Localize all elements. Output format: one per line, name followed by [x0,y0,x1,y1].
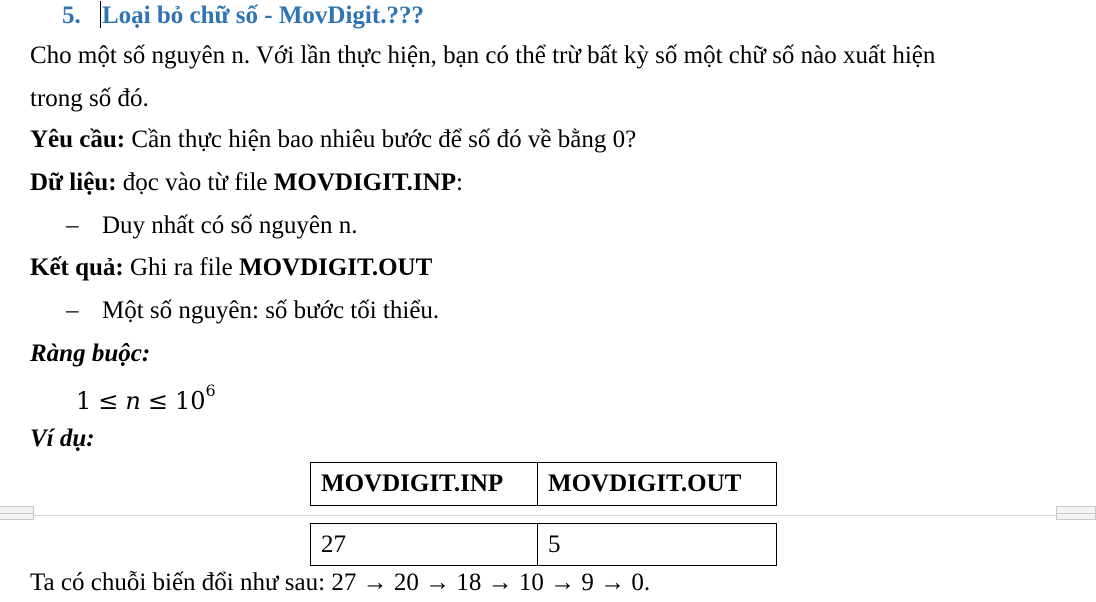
text-cursor [100,1,101,28]
page-break-marker-right [1056,506,1096,520]
constraint-lower: 1 [76,387,92,415]
input-bullet-text: Duy nhất có số nguyên n. [102,212,358,239]
requirement-paragraph [30,125,636,155]
output-bullet [66,296,439,326]
example-label: Ví dụ: [30,425,95,452]
header-output-file: MOVDIGIT.OUT [538,463,777,506]
section-title: Loại bỏ chữ số - MovDigit.??? [102,2,424,29]
input-text: đọc vào từ file [116,169,274,196]
constraints-label: Ràng buộc: [30,340,151,367]
page-break-line [0,515,1096,516]
section-heading [62,1,424,31]
requirement-label: Yêu cầu: [30,126,126,153]
header-input-file: MOVDIGIT.INP [311,463,538,506]
constraint-exponent: 6 [205,381,216,400]
input-bullet [66,211,358,241]
constraint-base: 10 [174,387,206,415]
output-filename: MOVDIGIT.OUT [238,254,433,281]
output-label: Kết quả: [30,254,124,281]
input-paragraph [30,168,463,198]
section-number: 5. [62,2,81,29]
example-output-value: 5 [538,524,777,566]
table-header-row [311,463,777,506]
constraint-variable: n [125,387,141,415]
leq-symbol: ≤ [98,387,119,415]
input-label: Dữ liệu: [30,169,117,196]
leq-symbol: ≤ [147,387,168,415]
table-row [311,524,777,566]
input-filename: MOVDIGIT.INP [273,169,456,196]
output-bullet-text: Một số nguyên: số bước tối thiểu. [102,297,440,324]
example-data-table [310,523,777,566]
requirement-text: Cần thực hiện bao nhiêu bước để số đó về bằng 0? [125,126,637,153]
example-header-table [310,462,777,506]
constraint-formula [76,380,216,416]
output-text: Ghi ra file [123,254,239,281]
dash-bullet-icon: – [66,297,79,324]
dash-bullet-icon: – [66,212,79,239]
explanation-text: Ta có chuỗi biến đổi như sau: 27 → 20 → 18 → 10 → 9 → 0. [30,569,651,596]
intro-line-2: trong số đó. [30,85,149,112]
example-input-value: 27 [311,524,538,566]
page-break-marker-left [0,506,34,520]
output-paragraph [30,253,432,283]
intro-line-1: Cho một số nguyên n. Với lần thực hiện, bạn có thể trừ bất kỳ số một chữ số nào xuất hiện [30,42,936,69]
input-suffix: : [455,169,463,196]
